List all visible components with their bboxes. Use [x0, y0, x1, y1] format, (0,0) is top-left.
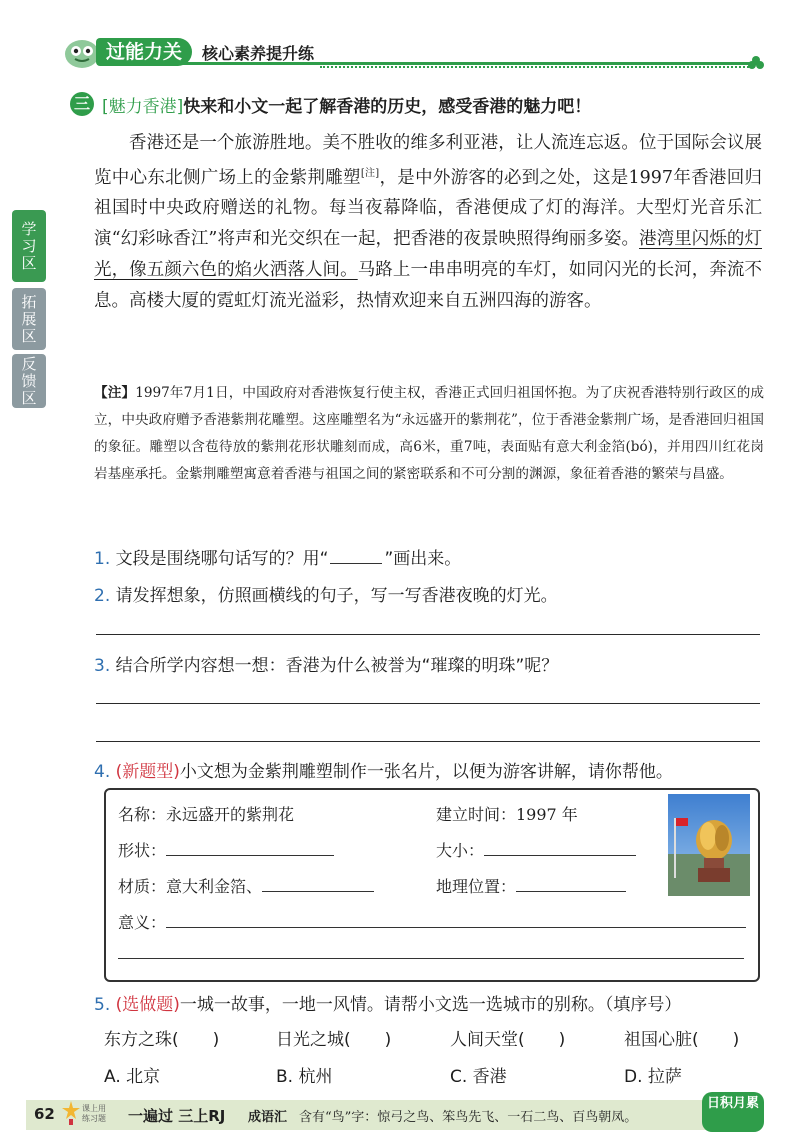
card-shape-label: 形状：: [118, 841, 167, 860]
passage-text-a: 香港还是一个旅游胜地。美不胜收的维多利亚港，让人流连忘返。位于国际会议展览中心东北侧广场上的金紫荆雕塑: [94, 133, 762, 188]
footnote: [94, 380, 764, 488]
page-footer: [0, 1092, 800, 1132]
q5-item-3[interactable]: 人间天堂( ): [450, 1030, 566, 1050]
card-location-label: 地理位置：: [436, 877, 517, 896]
q5-option-b: B. 杭州: [276, 1067, 333, 1087]
location-input-line[interactable]: [516, 877, 626, 892]
page-number: 62: [34, 1105, 55, 1123]
q5-option-c: C. 香港: [450, 1067, 507, 1087]
card-built-time: 建立时间：1997 年: [436, 805, 578, 824]
answer-line[interactable]: [96, 703, 760, 704]
card-location-field: [436, 874, 626, 897]
question-text: 文段是围绕哪句话写的？用“: [115, 549, 329, 569]
note-text: 1997年7月1日，中国政府对香港恢复行使主权，香港正式回归祖国怀抱。为了庆祝香港特别行政区的成立，中央政府赠予香港紫荆花雕塑。这座雕塑名为“永远盛开的紫荆花”，位于香港金紫荆广场，是香港回归祖国的象征。雕塑以含苞待放的紫荆花形状雕刻而成，高6米，重7吨，表面贴有意大利金箔(bó)，并用四川红花岗岩基座承托。金紫荆雕塑寓意着香港与祖国之间的紧密联系和不可分割的渊源，象征着香港的繁荣与昌盛。: [94, 385, 765, 482]
card-size-field: [436, 838, 636, 861]
card-material-field: [118, 874, 374, 897]
card-size-label: 大小：: [436, 841, 485, 860]
card-shape-field: [118, 838, 334, 861]
question-number: 2.: [94, 586, 111, 606]
question-3: [94, 651, 558, 676]
tab-feedback-zone[interactable]: 反馈区: [12, 354, 46, 408]
book-brand: 一遍过 三上RJ: [128, 1107, 226, 1125]
question-number: 3.: [94, 656, 111, 676]
shape-input-line[interactable]: [166, 841, 334, 856]
meaning-input-line-2[interactable]: [118, 958, 744, 959]
name-card: [104, 788, 760, 982]
tab-study-zone[interactable]: 学习区: [12, 210, 46, 282]
q5-item-4[interactable]: 祖国心脏( ): [624, 1030, 740, 1050]
question-text-end: ”画出来。: [384, 549, 462, 569]
answer-line[interactable]: [96, 741, 760, 742]
footer-mini-a: 课上用: [82, 1104, 106, 1113]
question-text: 请发挥想象，仿照画横线的句子，写一写香港夜晚的灯光。: [115, 586, 558, 606]
question-1: [94, 544, 461, 569]
clover-icon: [746, 54, 766, 74]
section-title: 快来和小文一起了解香港的历史，感受香港的魅力吧！: [183, 97, 592, 117]
footer-mini-b: 练习题: [82, 1114, 106, 1123]
question-5: [94, 990, 681, 1015]
q5-item-1[interactable]: 东方之珠( ): [104, 1030, 220, 1050]
question-tag: (选做题): [115, 995, 180, 1015]
answer-line[interactable]: [96, 634, 760, 635]
card-meaning-field: [118, 910, 746, 933]
question-text: 一城一故事，一地一风情。请帮小文选一选城市的别称。（填序号）: [179, 995, 682, 1015]
passage-paragraph: [94, 128, 762, 317]
footer-mini-label: [82, 1104, 106, 1124]
vocab-text: 含有“鸟”字：惊弓之鸟、笨鸟先飞、一石二鸟、百鸟朝凤。: [299, 1110, 638, 1125]
passage-text-c: 马路上一串串明亮的车灯，如同闪光的长河，奔流不息。高楼大厦的霓虹灯流光溢彩，热情欢迎来自五洲四海的游客。: [94, 260, 763, 311]
vocab-label: 成语汇: [248, 1110, 288, 1125]
section-heading: [102, 92, 591, 117]
note-marker: [注]: [360, 167, 380, 179]
question-number: 5.: [94, 995, 111, 1015]
section-number-badge: 三: [70, 92, 94, 116]
passage-text-b: ，是中外游客的必到之处，这是1997年香港回归祖国时中央政府赠送的礼物。每当夜幕降临，香港便成了灯的海洋。大型灯光音乐汇演“幻彩咏香江”将声和光交织在一起，把香港的夜景映照得绚丽多姿。: [94, 167, 763, 250]
reading-passage: [94, 128, 762, 317]
question-2: [94, 581, 558, 606]
q5-option-a: A. 北京: [104, 1067, 161, 1087]
question-text: 小文想为金紫荆雕塑制作一张名片，以便为游客讲解，请你帮他。: [179, 762, 673, 782]
header-rule: [100, 62, 760, 65]
question-number: 4.: [94, 762, 111, 782]
q5-item-2[interactable]: 日光之城( ): [276, 1030, 392, 1050]
card-name: 名称：永远盛开的紫荆花: [118, 805, 295, 824]
header-subtitle: 核心素养提升练: [202, 44, 315, 63]
header-title: 过能力关: [96, 38, 192, 66]
q5-option-d: D. 拉萨: [624, 1067, 682, 1087]
mascot-star-icon: [62, 1100, 80, 1126]
question-number: 1.: [94, 549, 111, 569]
material-input-line[interactable]: [262, 877, 374, 892]
meaning-input-line[interactable]: [166, 913, 746, 928]
question-4: [94, 757, 673, 782]
golden-bauhinia-photo: [668, 794, 750, 896]
underlined-sentence: 港湾里闪烁的灯光，像五颜六色的焰火洒落人间。: [94, 229, 762, 281]
card-material-label: 材质：意大利金箔、: [118, 877, 263, 896]
question-tag: (新题型): [115, 762, 180, 782]
card-meaning-label: 意义：: [118, 913, 167, 932]
vocab-box: [248, 1106, 637, 1125]
question-text: 结合所学内容想一想：香港为什么被誉为“璀璨的明珠”呢？: [115, 656, 559, 676]
size-input-line[interactable]: [484, 841, 636, 856]
section-tag: [魅力香港]: [102, 97, 184, 117]
underline-symbol-blank: [330, 549, 382, 564]
tab-extension-zone[interactable]: 拓展区: [12, 288, 46, 350]
daily-badge: 日积月累: [702, 1092, 764, 1132]
header-dotted-rule: [320, 66, 752, 68]
note-label: 【注】: [94, 385, 136, 401]
